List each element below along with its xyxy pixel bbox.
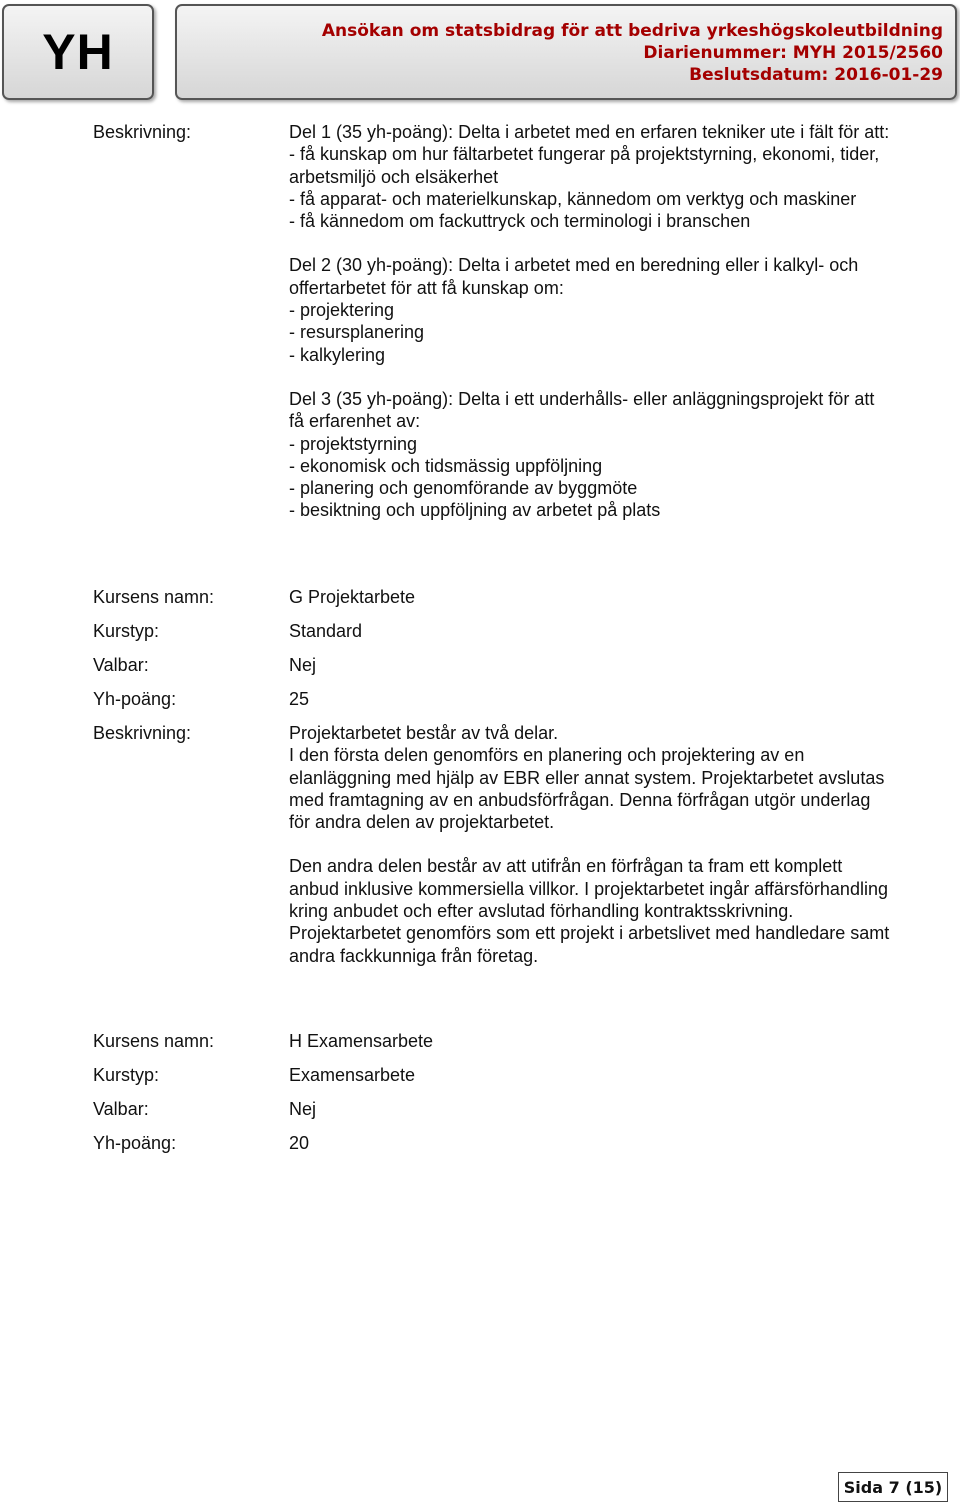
- description-line: Del 2 (30 yh-poäng): Delta i arbetet med en beredning eller i kalkyl- och: [289, 255, 859, 276]
- page-number: Sida 7 (15): [838, 1472, 948, 1502]
- document-title: Ansökan om statsbidrag för att bedriva yrkeshögskoleutbildning: [321, 21, 943, 41]
- description-line: Den andra delen består av att utifrån en förfrågan ta fram ett komplett: [289, 856, 843, 877]
- description-line: få erfarenhet av:: [289, 411, 421, 432]
- description-line: - få apparat- och materielkunskap, kännedom om verktyg och maskiner: [289, 188, 857, 209]
- description-line: elanläggning med hjälp av EBR eller annat system. Projektarbetet avslutas: [289, 767, 885, 788]
- description-line: - ekonomisk och tidsmässig uppföljning: [289, 455, 603, 476]
- decision-date: Beslutsdatum: 2016-01-29: [689, 65, 943, 85]
- description-paragraph: [289, 254, 957, 365]
- course-type-label: Kurstyp:: [93, 1065, 160, 1085]
- description-paragraph: [289, 121, 957, 232]
- description-line: - projektering: [289, 300, 395, 321]
- course-h-name: H Examensarbete: [289, 1031, 434, 1051]
- course-h-points: 20: [289, 1133, 310, 1153]
- course-g-type: Standard: [289, 621, 363, 641]
- description-line: andra fackkunniga från företag.: [289, 945, 539, 966]
- description-label: Beskrivning:: [93, 723, 192, 743]
- description-line: - projektstyrning: [289, 433, 418, 454]
- header-box: [175, 4, 957, 100]
- description-line: - planering och genomförande av byggmöte: [289, 478, 638, 499]
- description-line: - kalkylering: [289, 344, 386, 365]
- description-line: anbud inklusive kommersiella villkor. I projektarbetet ingår affärsförhandling: [289, 878, 888, 899]
- description-line: offertarbetet för att få kunskap om:: [289, 277, 564, 298]
- course-g-points: 25: [289, 689, 310, 709]
- course-g-elective: Nej: [289, 655, 317, 675]
- description-line: med framtagning av en anbudsförfrågan. Denna förfrågan utgör underlag: [289, 789, 871, 810]
- description-line: Del 1 (35 yh-poäng): Delta i arbetet med en erfaren tekniker ute i fält för att:: [289, 122, 890, 142]
- description-line: arbetsmiljö och elsäkerhet: [289, 166, 499, 187]
- description-paragraph: [289, 722, 957, 833]
- description-line: - få kunskap om hur fältarbetet fungerar på projektstyrning, ekonomi, tider,: [289, 144, 880, 165]
- points-label: Yh-poäng:: [93, 689, 177, 709]
- points-label: Yh-poäng:: [93, 1133, 177, 1153]
- description-line: - få kännedom om fackuttryck och terminologi i branschen: [289, 211, 751, 232]
- description-line: I den första delen genomförs en planering och projektering av en: [289, 745, 805, 766]
- description-line: Del 3 (35 yh-poäng): Delta i ett underhålls- eller anläggningsprojekt för att: [289, 388, 875, 409]
- course-type-label: Kurstyp:: [93, 621, 160, 641]
- course-h-type: Examensarbete: [289, 1065, 416, 1085]
- course-f-description: [289, 121, 957, 522]
- description-line: - resursplanering: [289, 322, 425, 343]
- registration-number: Diarienummer: MYH 2015/2560: [643, 43, 943, 63]
- elective-label: Valbar:: [93, 1099, 149, 1119]
- logo: YH: [42, 24, 114, 80]
- course-g-description: [289, 722, 957, 967]
- description-label: Beskrivning:: [93, 122, 192, 142]
- description-line: - besiktning och uppföljning av arbetet på plats: [289, 500, 661, 521]
- course-h-elective: Nej: [289, 1099, 317, 1119]
- description-line: kring anbudet och efter avslutad förhandling kontraktsskrivning.: [289, 901, 794, 922]
- logo-box: [2, 4, 154, 100]
- description-line: för andra delen av projektarbetet.: [289, 812, 555, 833]
- description-paragraph: [289, 388, 957, 522]
- course-name-label: Kursens namn:: [93, 587, 215, 607]
- elective-label: Valbar:: [93, 655, 149, 675]
- description-line: Projektarbetet genomförs som ett projekt i arbetslivet med handledare samt: [289, 923, 890, 944]
- course-name-label: Kursens namn:: [93, 1031, 215, 1051]
- description-paragraph: [289, 855, 957, 966]
- description-line: Projektarbetet består av två delar.: [289, 723, 559, 743]
- course-g-name: G Projektarbete: [289, 587, 416, 607]
